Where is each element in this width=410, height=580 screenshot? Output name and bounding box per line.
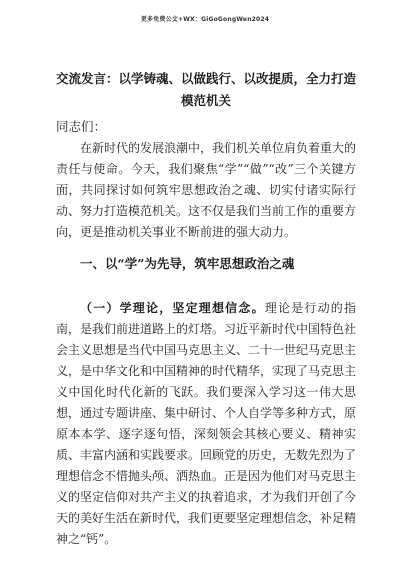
header-watermark-note: 更多免费公文+WX：GiGoGongWen2024	[140, 16, 270, 23]
salutation: 同志们：	[56, 119, 107, 134]
subsection-lead: （一）学理论，坚定理想信念。	[80, 301, 265, 315]
subsection-text: 理论是行动的指南，是我们前进道路上的灯塔。习近平新时代中国特色社会主义思想是当代中国马克思主义、二十一世纪马克思主义，是中华文化和中国精神的时代精华，实现了马克思主义中国化时代化新的飞跃。我们要深入学习这一伟大思想，通过专题讲座、集中研讨、个人自学等多种方式，原原本本学、逐字逐句悟，深刻领会其核心要义、精神实质、丰富内涵和实践要求。回顾党的历史，无数先烈为了理想信念不惜抛头颅、洒热血。正是因为他们对马克思主义的坚定信仰对共产主义的执着追求，才为我们开创了今天的美好生活在新时代，我们更要坚定理想信念，补足精神之“钙”。	[56, 301, 357, 546]
subsection-paragraph	[56, 298, 356, 550]
intro-paragraph: 在新时代的发展浪潮中，我们机关单位肩负着重大的责任与使命。今天，我们聚焦“学”“做”“改”三个关键方面，共同探讨如何筑牢思想政治之魂、切实付诸实际行动、努力打造模范机关。这不仅是我们当前工作的重要方向，更是推动机关事业不断前进的强大动力。	[56, 141, 357, 239]
document-title: 交流发言：以学铸魂、以做践行、以改提质，全力打造模范机关	[56, 71, 357, 108]
section-heading: 一、以“学”为先导，筑牢思想政治之魂	[80, 256, 295, 271]
